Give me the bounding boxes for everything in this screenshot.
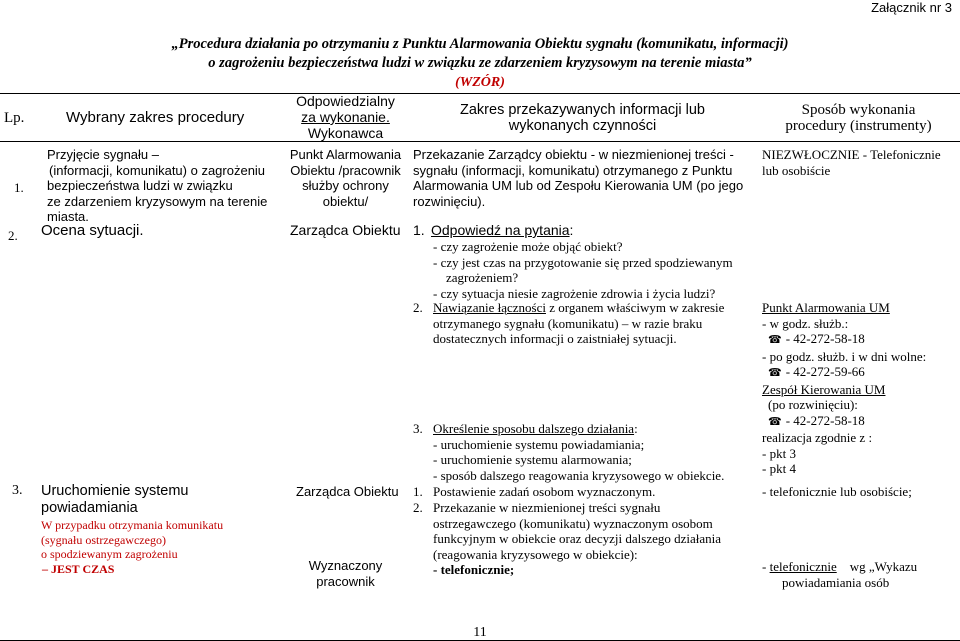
row2-item1-title [431,222,573,238]
row2-sposob-pkt3: - pkt 3 [762,445,796,461]
header-zakres: Wybrany zakres procedury [66,109,245,126]
document-title-line2: o zagrożeniu bezpieczeństwa ludzi w związku ze zdarzeniem kryzysowym na terenie miasta” [208,55,752,71]
row2-odpowiedzialny: Zarządca Obiektu [290,222,401,238]
header-lp: Lp. [4,110,25,126]
header-informacje [410,102,755,134]
attachment-label: Załącznik nr 3 [871,0,952,15]
row3-sposob-2-rest: wg „Wykazu [836,559,918,574]
header-sposob-2: procedury (instrumenty) [785,118,932,134]
row2-item3-line: - uruchomienie systemu powiadamiania; [433,436,645,452]
row3-item2-num: 2. [413,500,423,515]
row1-sposob-line: lub osobiście [762,162,831,178]
row2-item2-line: otrzymanego sygnału (komunikatu) – w razie braku [433,315,703,331]
row3-item2-line: (reagowania kryzysowego w obiekcie): [433,546,638,562]
row1-informacje-line: Alarmowania UM lub od Zespołu Kierowania UM (po jego [413,178,744,193]
header-sposob-1: Sposób wykonania [801,102,916,118]
row3-sposob-1: - telefonicznie lub osobiście; [762,484,912,499]
row3-odpowiedzialny-1: Zarządca Obiektu [296,484,399,499]
row3-sposob-2-pre: - [762,559,770,574]
row2-sposob-punkt: Punkt Alarmowania UM [762,300,890,315]
template-label: (WZÓR) [455,75,505,90]
row3-zakres-line: Uruchomienie systemu [41,483,189,499]
row1-odpowiedzialny [283,147,408,209]
row2-item1-line: - czy jest czas na przygotowanie się przed spodziewanym [433,254,733,270]
row3-sposob-2-ul: telefonicznie [769,559,837,574]
row3-note-line: (sygnału ostrzegawczego) [41,532,166,547]
row2-item1-lines [433,239,733,301]
row1-zakres [47,147,267,225]
row1-zakres-line: Przyjęcie sygnału – [47,147,159,162]
row2-sposob [762,300,926,477]
row3-lp: 3. [12,483,23,498]
row2-item2-line: dostatecznych informacji o zaistniałej sytuacji. [433,331,677,346]
telephone-icon: ☎ [768,334,782,346]
row3-item2-last: - telefonicznie; [433,562,515,577]
header-odpowiedzialny-2: za wykonanie. [301,109,390,125]
row1-sposob-line: NIEZWŁOCZNIE - Telefonicznie [762,147,941,162]
row1-informacje-line: Przekazanie Zarządcy obiektu - w niezmienionej treści - [413,147,734,162]
row3-item1: Postawienie zadań osobom wyznaczonym. [433,484,656,499]
row2-sposob-pkt4: - pkt 4 [762,461,796,476]
header-odpowiedzialny-1: Odpowiedzialny [296,93,395,109]
row3-zakres-line: powiadamiania [41,500,138,516]
row2-sposob-rozwiniecie: (po rozwinięciu): [768,397,858,412]
row3-odpowiedzialny-line: Wyznaczony [308,558,383,573]
row2-item2-num: 2. [413,300,423,315]
row1-zakres-line: bezpieczeństwa ludzi w związku [47,178,233,193]
row3-item2-line: Przekazanie w niezmienionej treści sygnału [433,500,661,515]
row2-item3 [433,421,724,483]
row1-odpowiedzialny-line: służby ochrony [302,178,389,193]
row3-note-line: o spodziewanym zagrożeniu [41,547,178,561]
row2-item2 [433,300,724,347]
table-top-border [0,93,960,94]
row1-zakres-line: (informacji, komunikatu) o zagrożeniu [49,162,266,178]
row3-note [41,518,223,576]
row3-item2 [433,500,721,578]
row2-sposob-tel3: - 42-272-58-18 [785,412,865,428]
page-number: 11 [473,625,487,640]
row2-item3-title: Określenie sposobu dalszego działania [433,421,635,436]
row2-sposob-tel1: - 42-272-58-18 [785,331,865,346]
row3-jest-czas: – JEST CZAS [42,561,115,576]
row1-informacje [413,147,743,209]
row2-item1-colon: : [569,222,574,238]
row3-sposob-3: powiadamiania osób [782,574,890,590]
header-sposob [757,102,960,134]
row3-zakres [41,483,188,517]
row2-item3-colon: : [634,421,638,436]
row1-informacje-line: sygnału (informacji, komunikatu) otrzymanego z Punktu [413,162,733,178]
header-odpowiedzialny-3: Wykonawca [307,125,384,141]
row2-item1-line: - czy sytuacja niesie zagrożenie zdrowia i życia ludzi? [433,285,716,301]
row3-odpowiedzialny-2 [283,558,408,589]
row2-item1-title-text: Odpowiedź na pytania [431,222,570,238]
header-bottom-border [0,141,960,142]
telephone-icon: ☎ [768,367,782,379]
row3-item2-line: funkcyjnym w obiekcie oraz decyzji dalszego działania [433,531,722,546]
row3-item1-num: 1. [413,484,423,499]
row2-sposob-tel2: - 42-272-59-66 [785,364,865,379]
header-informacje-2: wykonanych czynności [508,118,657,134]
row3-sposob-2 [762,559,917,590]
row2-sposob-godz: - w godz. służb.: [762,315,849,331]
row2-item3-line: - uruchomienie systemu alarmowania; [433,452,632,467]
row2-item2-title: Nawiązanie łączności [433,300,546,315]
row1-zakres-line: miasta. [47,209,89,224]
header-informacje-1: Zakres przekazywanych informacji lub [460,102,705,118]
row2-sposob-po-godz: - po godz. służb. i w dni wolne: [762,348,927,364]
row2-item1-num: 1. [413,222,425,238]
row1-lp: 1. [14,180,24,195]
row3-item2-line: ostrzegawczego (komunikatu) wyznaczonym osobom [433,515,713,531]
row2-sposob-realizacja: realizacja zgodnie z : [762,430,873,445]
row2-item1-line: - czy zagrożenie może objąć obiekt? [433,239,623,254]
row2-item3-line: - sposób dalszego reagowania kryzysowego w obiekcie. [433,467,725,483]
document-title-line1: „Procedura działania po otrzymaniu z Punktu Alarmowania Obiektu sygnału (komunikatu, informacji) [171,36,789,52]
row1-odpowiedzialny-line: obiektu/ [322,193,369,209]
row3-odpowiedzialny-line: pracownik [316,573,375,589]
row2-item2-rest: z organem właściwym w zakresie [545,300,725,315]
row2-lp: 2. [8,228,18,243]
row1-odpowiedzialny-line: Obiektu /pracownik [290,162,401,178]
row2-item1-line: zagrożeniem? [446,270,519,285]
row1-informacje-line: rozwinięciu). [413,193,486,209]
row2-zakres: Ocena sytuacji. [41,222,144,239]
row2-sposob-zespol: Zespół Kierowania UM [762,381,886,397]
row1-sposob [762,147,941,178]
row1-odpowiedzialny-line: Punkt Alarmowania [289,147,402,162]
header-odpowiedzialny [283,93,408,141]
row2-item3-num: 3. [413,421,423,436]
telephone-icon: ☎ [768,415,782,428]
row3-note-line: W przypadku otrzymania komunikatu [41,518,224,532]
row1-zakres-line: ze zdarzeniem kryzysowym na terenie [47,193,268,209]
